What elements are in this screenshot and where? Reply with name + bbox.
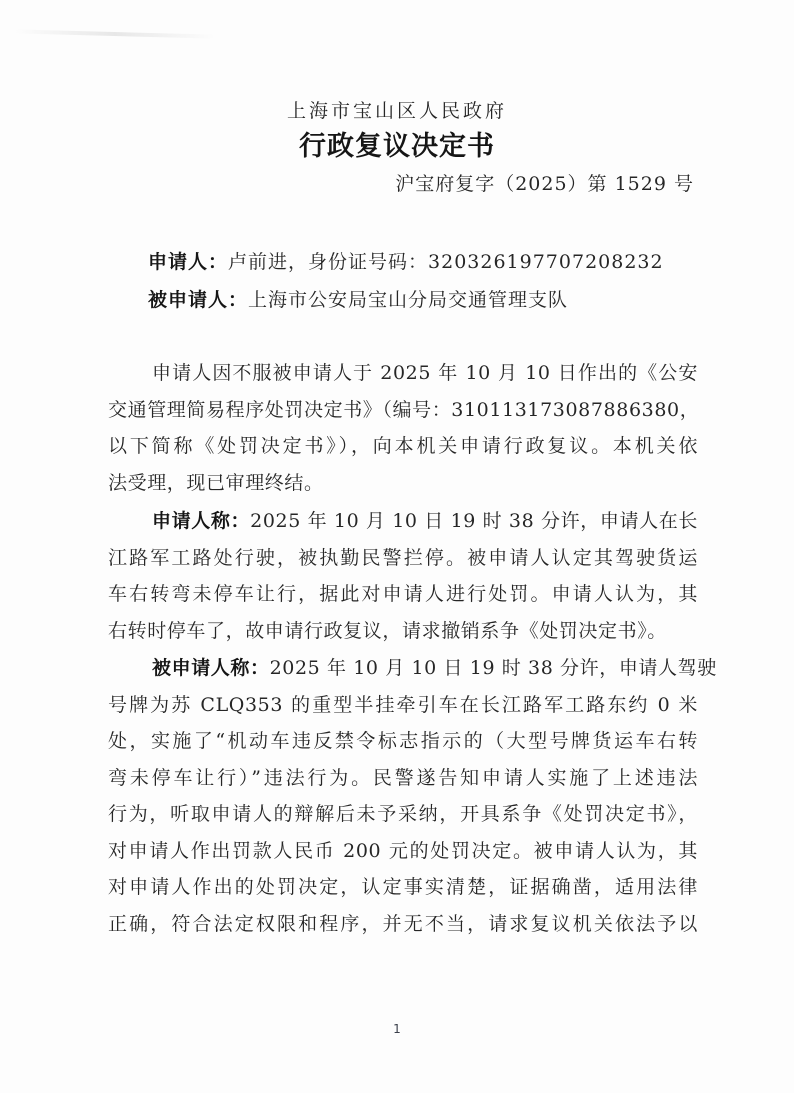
applicant-claim-line: 江路军工路处行驶，被执勤民警拦停。被申请人认定其驾驶货运 xyxy=(108,546,698,569)
applicant-claim-line: 车右转弯未停车让行，据此对申请人进行处罚。申请人认为，其 xyxy=(108,583,698,605)
applicant-claim-label: 申请人称： xyxy=(152,510,251,532)
respondent-claim-line: 对申请人作出的处罚决定，认定事实清楚，证据确凿，适用法律 xyxy=(108,876,698,898)
intro-line: 以下简称《处罚决定书》），向本机关申请行政复议。本机关依 xyxy=(108,435,698,457)
applicant-claim-first-line xyxy=(108,503,698,540)
applicant-label: 申请人： xyxy=(148,251,229,273)
respondent-claim-line: 对申请人作出罚款人民币 200 元的处罚决定。被申请人认为，其 xyxy=(108,839,698,862)
respondent-claim-paragraph xyxy=(108,650,717,942)
document-title: 行政复议决定书 xyxy=(299,131,495,162)
page-number: 1 xyxy=(393,1022,401,1036)
document-number: 沪宝府复字（2025）第 1529 号 xyxy=(395,173,694,195)
respondent-claim-line: 行为，听取申请人的辩解后未予采纳，开具系争《处罚决定书》， xyxy=(108,803,698,825)
respondent-claim-first-line xyxy=(108,650,717,687)
applicant-value: 卢前进，身份证号码：320326197707208232 xyxy=(228,251,664,273)
respondent-claim-line: 弯未停车让行）”违法行为。民警遂告知申请人实施了上述违法 xyxy=(108,766,698,789)
respondent-claim-line: 处，实施了“机动车违反禁令标志指示的（大型号牌货运车右转 xyxy=(108,730,698,752)
respondent-claim-label: 被申请人称： xyxy=(152,657,270,679)
issuing-authority: 上海市宝山区人民政府 xyxy=(286,100,507,122)
applicant-line xyxy=(148,247,664,274)
respondent-claim-text: 2025 年 10 月 10 日 19 时 38 分许，申请人驾驶 xyxy=(269,657,717,679)
intro-paragraph xyxy=(108,355,698,501)
respondent-value: 上海市公安局宝山分局交通管理支队 xyxy=(248,289,569,311)
respondent-line xyxy=(148,285,568,312)
applicant-claim-paragraph xyxy=(108,503,698,649)
intro-line: 交通管理简易程序处罚决定书》（编号：310113173087886380， xyxy=(108,398,700,421)
respondent-label: 被申请人： xyxy=(148,289,249,311)
applicant-claim-text: 2025 年 10 月 10 日 19 时 38 分许，申请人在长 xyxy=(250,510,698,532)
intro-line: 法受理，现已审理终结。 xyxy=(108,471,324,494)
respondent-claim-line: 号牌为苏 CLQ353 的重型半挂牵引车在长江路军工路东约 0 米 xyxy=(108,693,698,716)
scan-artifact xyxy=(15,29,215,38)
respondent-claim-line: 正确，符合法定权限和程序，并无不当，请求复议机关依法予以 xyxy=(108,912,698,935)
intro-line: 申请人因不服被申请人于 2025 年 10 月 10 日作出的《公安 xyxy=(152,362,698,384)
applicant-claim-line: 右转时停车了，故申请行政复议，请求撤销系争《处罚决定书》。 xyxy=(108,619,667,642)
